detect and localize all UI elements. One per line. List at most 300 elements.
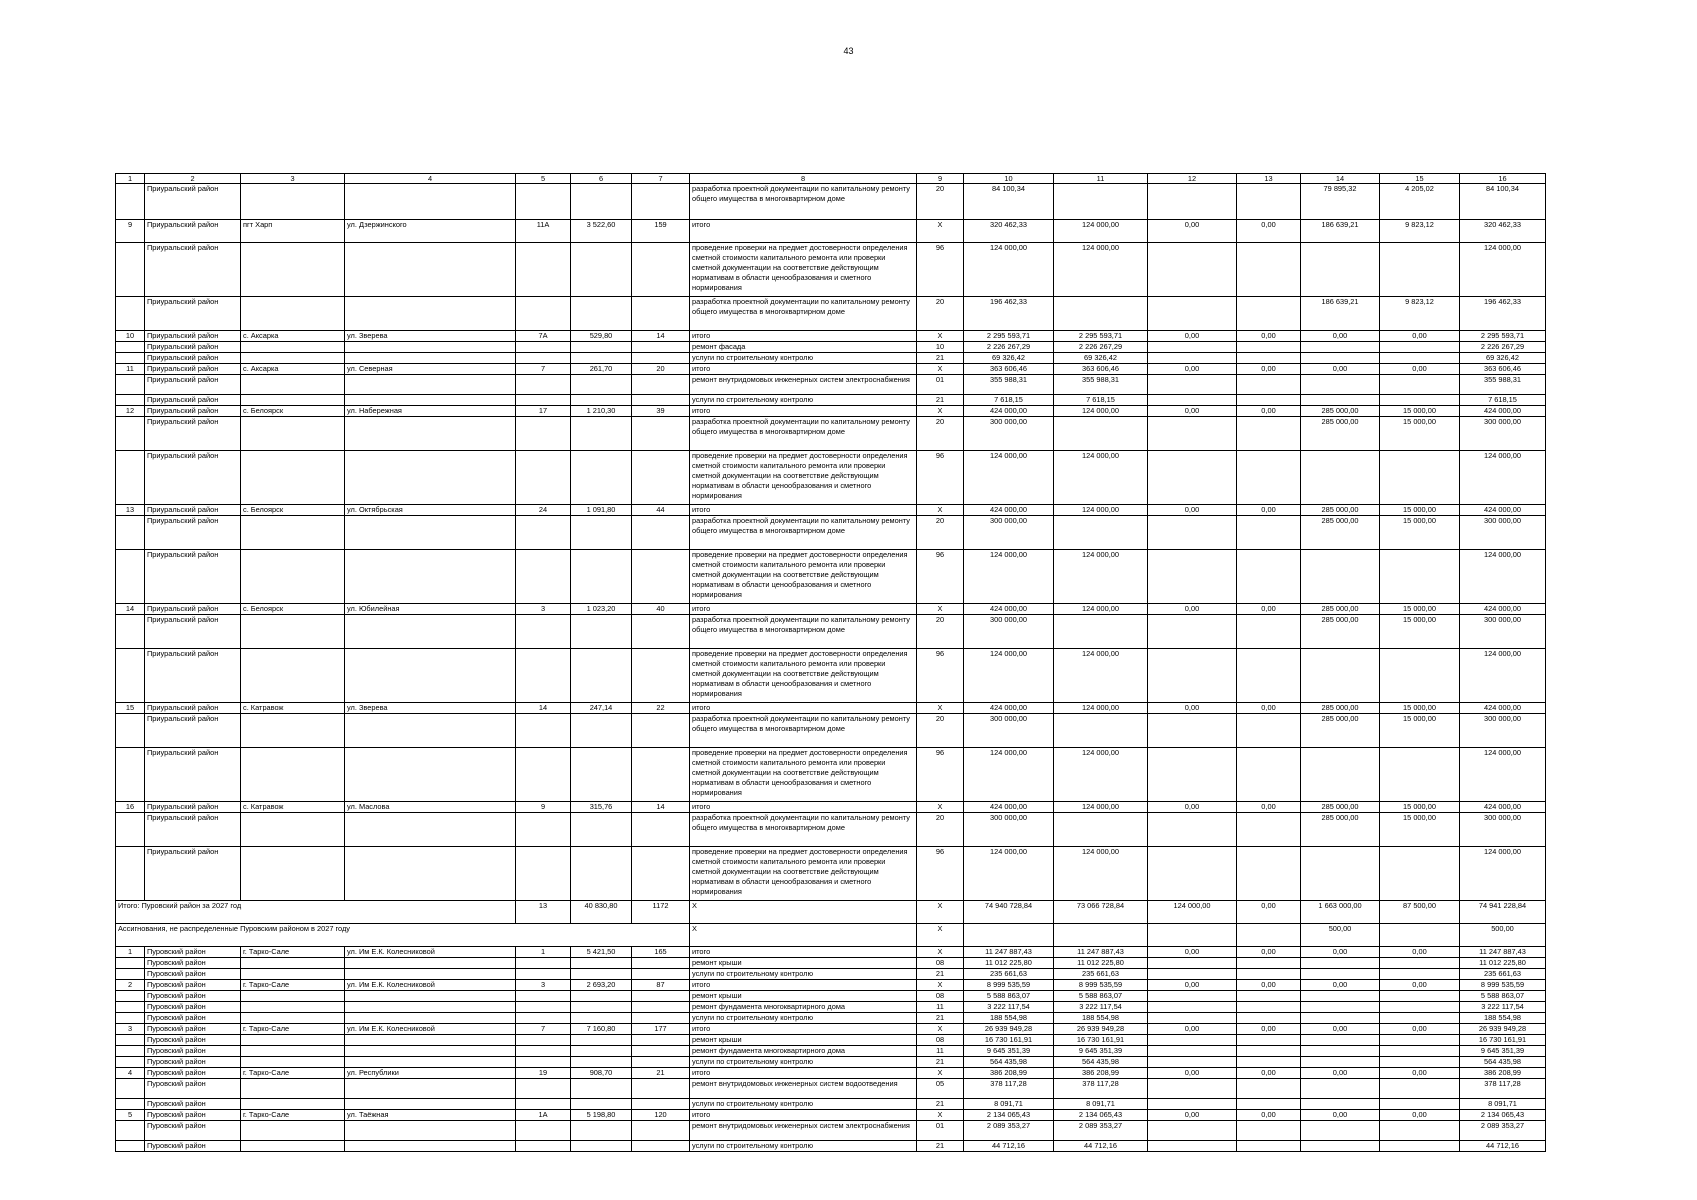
cost-regional-cell (1148, 550, 1237, 604)
cost-fund-cell: 16 730 161,91 (1054, 1035, 1148, 1046)
settlement-cell (241, 1079, 345, 1099)
street-cell: ул. Им Е.К. Колесниковой (345, 947, 516, 958)
area-cell (571, 748, 632, 802)
table-row (116, 947, 1546, 958)
work-type-cell: проведение проверки на предмет достоверности определения сметной стоимости капитального ремонта или проверки сметной документации на соответствие действующим нормативам в области ценообразования и сметного нормирования (690, 243, 917, 297)
work-type-cell: услуги по строительному контролю (690, 395, 917, 406)
table-row (116, 297, 1546, 331)
street-cell (345, 417, 516, 451)
row-number-cell: 4 (116, 1068, 145, 1079)
total-cost-cell: 424 000,00 (964, 604, 1054, 615)
row-number-cell (116, 615, 145, 649)
cost-sum-cell: 363 606,46 (1460, 364, 1546, 375)
cost-local-cell: 0,00 (1237, 980, 1301, 991)
cost-sum-cell: 300 000,00 (1460, 516, 1546, 550)
cost-owners-fund-cell: 285 000,00 (1301, 615, 1380, 649)
row-number-cell (116, 516, 145, 550)
cost-local-cell (1237, 1057, 1301, 1068)
house-number-cell (516, 1046, 571, 1057)
cost-owners-own-cell (1380, 649, 1460, 703)
cost-fund-cell: 355 988,31 (1054, 375, 1148, 395)
settlement-cell (241, 1002, 345, 1013)
work-type-cell: ремонт крыши (690, 1035, 917, 1046)
cost-local-cell (1237, 353, 1301, 364)
cost-regional-cell: 0,00 (1148, 802, 1237, 813)
residents-cell: 87 (632, 980, 690, 991)
table-header-row (116, 174, 1546, 184)
cost-local-cell (1237, 342, 1301, 353)
table-row (116, 395, 1546, 406)
street-cell (345, 969, 516, 980)
cost-fund-cell: 124 000,00 (1054, 847, 1148, 901)
table-row (116, 417, 1546, 451)
district-cell: Приуральский район (145, 604, 241, 615)
total-cost-cell: 564 435,98 (964, 1057, 1054, 1068)
residents-cell: 39 (632, 406, 690, 417)
cost-owners-fund-cell: 79 895,32 (1301, 184, 1380, 220)
settlement-cell (241, 375, 345, 395)
cost-owners-own-cell (1380, 550, 1460, 604)
total-cost-cell: 5 588 863,07 (964, 991, 1054, 1002)
cost-fund-cell: 124 000,00 (1054, 703, 1148, 714)
cost-regional-cell: 0,00 (1148, 331, 1237, 342)
cost-owners-fund-cell: 0,00 (1301, 980, 1380, 991)
cost-sum-cell: 2 295 593,71 (1460, 331, 1546, 342)
house-number-cell (516, 1099, 571, 1110)
cost-fund-cell: 235 661,63 (1054, 969, 1148, 980)
area-cell (571, 1141, 632, 1152)
area-cell: 908,70 (571, 1068, 632, 1079)
cost-fund-cell (1054, 714, 1148, 748)
cost-owners-fund-cell: 0,00 (1301, 1024, 1380, 1035)
residents-cell: 20 (632, 364, 690, 375)
cost-owners-fund-cell (1301, 353, 1380, 364)
work-code-cell: Х (917, 1110, 964, 1121)
row-number-cell (116, 748, 145, 802)
cost-fund-cell: 8 091,71 (1054, 1099, 1148, 1110)
settlement-cell (241, 958, 345, 969)
work-type-cell: проведение проверки на предмет достоверности определения сметной стоимости капитального ремонта или проверки сметной документации на соответствие действующим нормативам в области ценообразования и сметного нормирования (690, 550, 917, 604)
work-code-cell: 96 (917, 847, 964, 901)
cost-owners-fund-cell: 285 000,00 (1301, 406, 1380, 417)
street-cell (345, 714, 516, 748)
district-cell: Пуровский район (145, 1121, 241, 1141)
total-cost-cell: 8 999 535,59 (964, 980, 1054, 991)
cost-regional-cell: 0,00 (1148, 220, 1237, 243)
settlement-cell: г. Тарко-Сале (241, 1024, 345, 1035)
area-cell: 2 693,20 (571, 980, 632, 991)
district-cell: Приуральский район (145, 184, 241, 220)
row-number-cell (116, 1121, 145, 1141)
cost-sum-cell: 5 588 863,07 (1460, 991, 1546, 1002)
table-row (116, 364, 1546, 375)
cost-sum-cell: 44 712,16 (1460, 1141, 1546, 1152)
district-cell: Приуральский район (145, 417, 241, 451)
house-number-cell (516, 243, 571, 297)
cost-local-cell (1237, 991, 1301, 1002)
total-cost-cell: 84 100,34 (964, 184, 1054, 220)
work-code-cell: Х (917, 364, 964, 375)
cost-owners-own-cell (1380, 847, 1460, 901)
cost-regional-cell (1148, 969, 1237, 980)
settlement-cell (241, 991, 345, 1002)
street-cell (345, 1002, 516, 1013)
row-number-cell: 11 (116, 364, 145, 375)
cost-local-cell (1237, 615, 1301, 649)
total-cost-cell: 2 226 267,29 (964, 342, 1054, 353)
cost-owners-fund-cell: 186 639,21 (1301, 220, 1380, 243)
work-code-cell: 21 (917, 353, 964, 364)
row-number-cell (116, 1002, 145, 1013)
cost-regional-cell: 0,00 (1148, 604, 1237, 615)
cost-regional-cell (1148, 847, 1237, 901)
district-cell: Приуральский район (145, 375, 241, 395)
cost-owners-own-cell: 87 500,00 (1380, 901, 1460, 924)
table-row (116, 550, 1546, 604)
cost-fund-cell: 69 326,42 (1054, 353, 1148, 364)
street-cell (345, 991, 516, 1002)
total-cost-cell: 74 940 728,84 (964, 901, 1054, 924)
house-number-cell: 7А (516, 331, 571, 342)
cost-local-cell (1237, 375, 1301, 395)
street-cell (345, 1035, 516, 1046)
column-header-14: 14 (1301, 174, 1380, 184)
work-code-cell: 11 (917, 1002, 964, 1013)
table-row (116, 1024, 1546, 1035)
cost-owners-own-cell: 15 000,00 (1380, 604, 1460, 615)
cost-regional-cell: 0,00 (1148, 364, 1237, 375)
cost-sum-cell: 11 012 225,80 (1460, 958, 1546, 969)
cost-owners-own-cell: 15 000,00 (1380, 703, 1460, 714)
cost-owners-own-cell: 0,00 (1380, 947, 1460, 958)
work-type-cell: итого (690, 505, 917, 516)
cost-owners-fund-cell: 0,00 (1301, 947, 1380, 958)
row-number-cell (116, 714, 145, 748)
residents-cell (632, 297, 690, 331)
cost-local-cell (1237, 1013, 1301, 1024)
cost-local-cell: 0,00 (1237, 901, 1301, 924)
cost-owners-fund-cell (1301, 395, 1380, 406)
cost-owners-own-cell (1380, 991, 1460, 1002)
cost-sum-cell: 2 226 267,29 (1460, 342, 1546, 353)
cost-sum-cell: 8 999 535,59 (1460, 980, 1546, 991)
area-cell: 315,76 (571, 802, 632, 813)
cost-fund-cell: 124 000,00 (1054, 802, 1148, 813)
district-cell: Пуровский район (145, 1110, 241, 1121)
cost-regional-cell: 0,00 (1148, 1024, 1237, 1035)
residents-cell (632, 649, 690, 703)
cost-local-cell (1237, 550, 1301, 604)
table-row (116, 969, 1546, 980)
column-header-9: 9 (917, 174, 964, 184)
cost-local-cell (1237, 451, 1301, 505)
street-cell: ул. Дзержинского (345, 220, 516, 243)
area-cell (571, 1035, 632, 1046)
cost-owners-own-cell: 0,00 (1380, 364, 1460, 375)
column-header-10: 10 (964, 174, 1054, 184)
cost-regional-cell: 0,00 (1148, 505, 1237, 516)
settlement-cell (241, 243, 345, 297)
total-cost-cell: 300 000,00 (964, 615, 1054, 649)
cost-sum-cell: 300 000,00 (1460, 615, 1546, 649)
cost-local-cell: 0,00 (1237, 406, 1301, 417)
column-header-16: 16 (1460, 174, 1546, 184)
street-cell (345, 649, 516, 703)
cost-local-cell (1237, 516, 1301, 550)
cost-local-cell (1237, 924, 1301, 947)
cost-local-cell (1237, 748, 1301, 802)
cost-owners-own-cell (1380, 1099, 1460, 1110)
residents-cell (632, 1099, 690, 1110)
street-cell: ул. Юбилейная (345, 604, 516, 615)
area-cell: 3 522,60 (571, 220, 632, 243)
cost-owners-own-cell: 0,00 (1380, 331, 1460, 342)
district-cell: Приуральский район (145, 847, 241, 901)
cost-owners-fund-cell: 285 000,00 (1301, 417, 1380, 451)
residents-cell (632, 550, 690, 604)
street-cell (345, 342, 516, 353)
residents-cell (632, 748, 690, 802)
settlement-cell (241, 342, 345, 353)
cost-owners-own-cell (1380, 395, 1460, 406)
area-cell: 247,14 (571, 703, 632, 714)
cost-regional-cell (1148, 1046, 1237, 1057)
settlement-cell (241, 451, 345, 505)
district-cell: Пуровский район (145, 1046, 241, 1057)
district-cell: Пуровский район (145, 1024, 241, 1035)
street-cell: ул. Республики (345, 1068, 516, 1079)
settlement-cell (241, 417, 345, 451)
work-type-cell: итого (690, 980, 917, 991)
cost-sum-cell: 300 000,00 (1460, 417, 1546, 451)
summary-row (116, 924, 1546, 947)
street-cell (345, 847, 516, 901)
column-header-8: 8 (690, 174, 917, 184)
residents-cell (632, 1141, 690, 1152)
cost-owners-fund-cell (1301, 451, 1380, 505)
cost-owners-fund-cell (1301, 243, 1380, 297)
street-cell (345, 375, 516, 395)
settlement-cell (241, 847, 345, 901)
district-cell: Приуральский район (145, 813, 241, 847)
cost-regional-cell: 124 000,00 (1148, 901, 1237, 924)
house-number-cell (516, 375, 571, 395)
work-type-cell: итого (690, 1110, 917, 1121)
cost-regional-cell (1148, 451, 1237, 505)
cost-fund-cell (1054, 516, 1148, 550)
cost-owners-own-cell: 9 823,12 (1380, 297, 1460, 331)
district-cell: Пуровский район (145, 1079, 241, 1099)
cost-owners-own-cell: 15 000,00 (1380, 714, 1460, 748)
total-cost-cell: 424 000,00 (964, 802, 1054, 813)
cost-fund-cell: 124 000,00 (1054, 406, 1148, 417)
cost-sum-cell: 69 326,42 (1460, 353, 1546, 364)
residents-cell (632, 417, 690, 451)
cost-sum-cell: 7 618,15 (1460, 395, 1546, 406)
cost-owners-own-cell (1380, 1121, 1460, 1141)
cost-fund-cell: 8 999 535,59 (1054, 980, 1148, 991)
cost-owners-own-cell (1380, 353, 1460, 364)
cost-sum-cell: 424 000,00 (1460, 505, 1546, 516)
street-cell (345, 1013, 516, 1024)
work-code-cell: Х (917, 604, 964, 615)
cost-owners-own-cell: 15 000,00 (1380, 505, 1460, 516)
work-code-cell: Х (917, 505, 964, 516)
table-row (116, 1099, 1546, 1110)
total-cost-cell: 424 000,00 (964, 703, 1054, 714)
work-code-cell: 96 (917, 451, 964, 505)
area-cell (571, 184, 632, 220)
cost-owners-own-cell: 15 000,00 (1380, 813, 1460, 847)
settlement-cell (241, 516, 345, 550)
area-cell (571, 550, 632, 604)
cost-owners-own-cell: 15 000,00 (1380, 802, 1460, 813)
cost-owners-own-cell (1380, 243, 1460, 297)
cost-local-cell (1237, 1035, 1301, 1046)
cost-sum-cell: 84 100,34 (1460, 184, 1546, 220)
house-number-cell (516, 451, 571, 505)
settlement-cell: с. Белоярск (241, 406, 345, 417)
cost-owners-fund-cell (1301, 1057, 1380, 1068)
cost-owners-fund-cell: 285 000,00 (1301, 604, 1380, 615)
cost-fund-cell: 564 435,98 (1054, 1057, 1148, 1068)
table-row (116, 375, 1546, 395)
cost-sum-cell: 188 554,98 (1460, 1013, 1546, 1024)
column-header-13: 13 (1237, 174, 1301, 184)
cost-fund-cell (1054, 924, 1148, 947)
work-type-cell: ремонт фундамента многоквартирного дома (690, 1002, 917, 1013)
work-type-cell: итого (690, 1068, 917, 1079)
district-cell: Пуровский район (145, 980, 241, 991)
cost-sum-cell: 124 000,00 (1460, 649, 1546, 703)
cost-regional-cell (1148, 1013, 1237, 1024)
area-cell (571, 958, 632, 969)
house-number-cell (516, 342, 571, 353)
row-number-cell: 16 (116, 802, 145, 813)
residents-cell (632, 375, 690, 395)
cost-owners-fund-cell (1301, 1013, 1380, 1024)
row-number-cell (116, 649, 145, 703)
house-number-cell: 1 (516, 947, 571, 958)
cost-owners-own-cell: 0,00 (1380, 1110, 1460, 1121)
table-row (116, 505, 1546, 516)
residents-cell: 14 (632, 802, 690, 813)
cost-regional-cell (1148, 991, 1237, 1002)
work-type-cell: разработка проектной документации по капитальному ремонту общего имущества в многоквартирном доме (690, 714, 917, 748)
summary-label: Ассигнования, не распределенные Пуровским районом в 2027 году (116, 924, 690, 947)
row-number-cell (116, 243, 145, 297)
cost-fund-cell: 11 012 225,80 (1054, 958, 1148, 969)
cost-owners-own-cell: 0,00 (1380, 1024, 1460, 1035)
street-cell (345, 1057, 516, 1068)
settlement-cell: г. Тарко-Сале (241, 1068, 345, 1079)
cost-fund-cell (1054, 615, 1148, 649)
cost-local-cell (1237, 297, 1301, 331)
total-cost-cell: 424 000,00 (964, 505, 1054, 516)
cost-sum-cell: 74 941 228,84 (1460, 901, 1546, 924)
residents-cell: 1172 (632, 901, 690, 924)
work-code-cell: 21 (917, 395, 964, 406)
cost-owners-fund-cell: 0,00 (1301, 1110, 1380, 1121)
cost-owners-own-cell (1380, 969, 1460, 980)
summary-row (116, 901, 1546, 924)
settlement-cell: г. Тарко-Сале (241, 980, 345, 991)
total-cost-cell: 124 000,00 (964, 847, 1054, 901)
cost-sum-cell: 8 091,71 (1460, 1099, 1546, 1110)
house-number-cell: 1А (516, 1110, 571, 1121)
area-cell (571, 991, 632, 1002)
street-cell: ул. Октябрьская (345, 505, 516, 516)
cost-owners-own-cell: 15 000,00 (1380, 417, 1460, 451)
work-type-cell: разработка проектной документации по капитальному ремонту общего имущества в многоквартирном доме (690, 297, 917, 331)
residents-cell: 14 (632, 331, 690, 342)
area-cell (571, 516, 632, 550)
house-number-cell (516, 813, 571, 847)
area-cell (571, 1002, 632, 1013)
total-cost-cell: 196 462,33 (964, 297, 1054, 331)
cost-owners-fund-cell (1301, 550, 1380, 604)
cost-fund-cell: 2 295 593,71 (1054, 331, 1148, 342)
district-cell: Пуровский район (145, 969, 241, 980)
total-cost-cell: 16 730 161,91 (964, 1035, 1054, 1046)
cost-fund-cell: 44 712,16 (1054, 1141, 1148, 1152)
work-code-cell: Х (917, 901, 964, 924)
work-code-cell: Х (917, 703, 964, 714)
residents-cell (632, 714, 690, 748)
area-cell (571, 615, 632, 649)
residents-cell (632, 243, 690, 297)
row-number-cell: 9 (116, 220, 145, 243)
row-number-cell (116, 342, 145, 353)
district-cell: Пуровский район (145, 958, 241, 969)
table-row (116, 1057, 1546, 1068)
row-number-cell (116, 375, 145, 395)
column-header-5: 5 (516, 174, 571, 184)
cost-owners-own-cell: 15 000,00 (1380, 516, 1460, 550)
work-code-cell: 20 (917, 516, 964, 550)
cost-regional-cell (1148, 342, 1237, 353)
cost-owners-own-cell: 0,00 (1380, 1068, 1460, 1079)
cost-regional-cell (1148, 813, 1237, 847)
settlement-cell (241, 1141, 345, 1152)
cost-regional-cell: 0,00 (1148, 406, 1237, 417)
work-code-cell: Х (917, 220, 964, 243)
cost-owners-fund-cell: 500,00 (1301, 924, 1380, 947)
row-number-cell: 1 (116, 947, 145, 958)
row-number-cell (116, 1099, 145, 1110)
residents-cell (632, 991, 690, 1002)
residents-cell (632, 958, 690, 969)
work-code-cell: 08 (917, 1035, 964, 1046)
area-cell: 1 023,20 (571, 604, 632, 615)
cost-owners-fund-cell (1301, 1002, 1380, 1013)
cost-owners-own-cell (1380, 1002, 1460, 1013)
table-row (116, 1110, 1546, 1121)
cost-regional-cell (1148, 417, 1237, 451)
settlement-cell (241, 748, 345, 802)
cost-regional-cell (1148, 924, 1237, 947)
work-code-cell: 20 (917, 184, 964, 220)
table-row (116, 703, 1546, 714)
cost-owners-own-cell (1380, 1057, 1460, 1068)
cost-sum-cell: 386 208,99 (1460, 1068, 1546, 1079)
cost-sum-cell: 424 000,00 (1460, 604, 1546, 615)
settlement-cell: с. Аксарка (241, 364, 345, 375)
residents-cell (632, 813, 690, 847)
cost-owners-fund-cell: 186 639,21 (1301, 297, 1380, 331)
cost-owners-fund-cell (1301, 847, 1380, 901)
cost-local-cell (1237, 184, 1301, 220)
